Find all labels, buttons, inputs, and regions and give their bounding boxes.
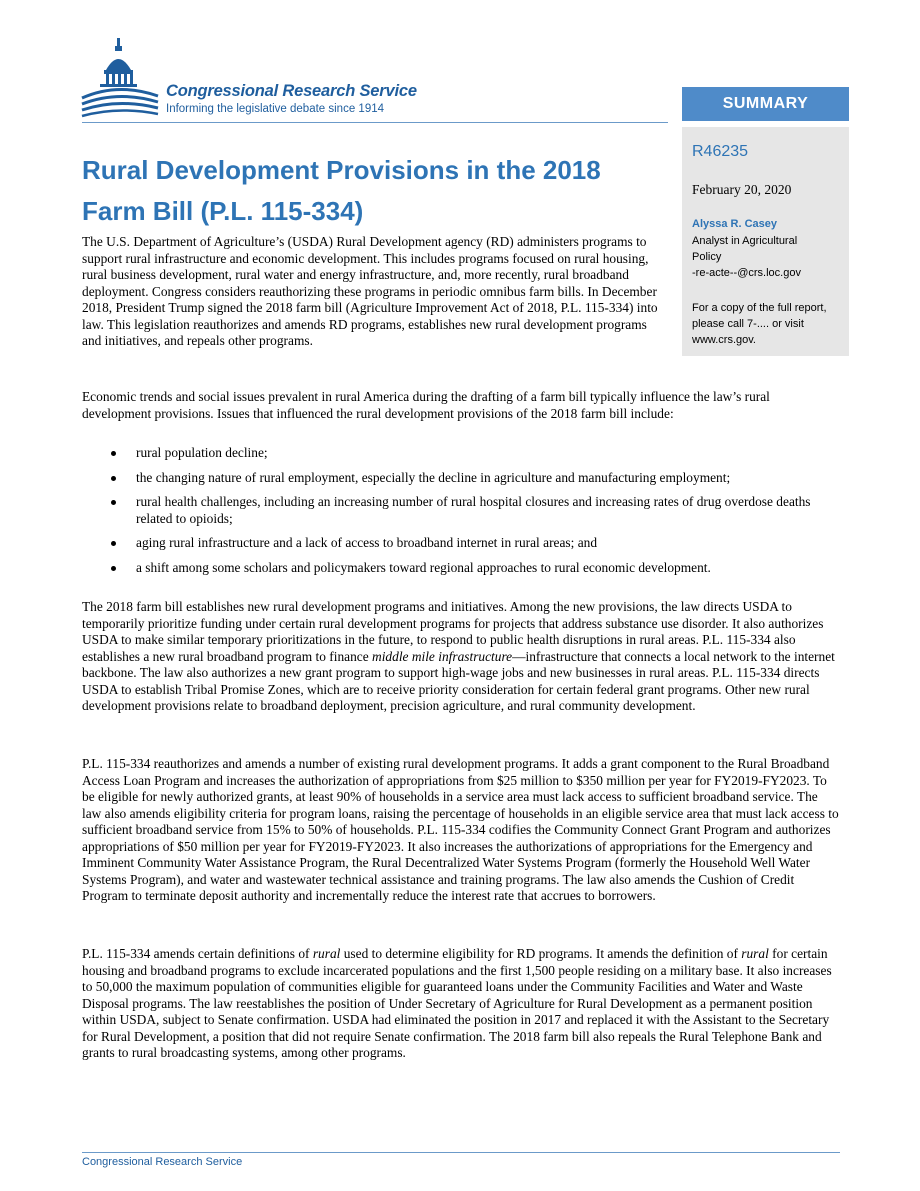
- author-title-line: Analyst in Agricultural: [692, 235, 798, 247]
- trends-paragraph: Economic trends and social issues prevalent in rural America during the drafting of a farm bill typically influence the law’s rural development provisions. Issues that influenced the rural development provisions of the 2018 farm bill include:: [82, 389, 770, 421]
- bullet-icon: [111, 500, 116, 505]
- capitol-dome-icon: [80, 36, 162, 120]
- list-item: rural population decline;: [82, 445, 822, 462]
- footer-text: Congressional Research Service: [82, 1156, 243, 1168]
- bullet-icon: [111, 476, 116, 481]
- bullet-icon: [111, 451, 116, 456]
- bullet-icon: [111, 566, 116, 571]
- org-name: Congressional Research Service: [166, 82, 417, 100]
- author-title-line: Policy: [692, 251, 722, 263]
- document-title: Rural Development Provisions in the 2018 Farm Bill (P.L. 115-334): [82, 155, 601, 226]
- reauthorization-paragraph: P.L. 115-334 reauthorizes and amends a number of existing rural development programs. It adds a grant component to the Rural Broadband Access Loan Program and increases the authorization of appropriations from $25 million to $350 million per year for FY2019-FY2023. To be eligible for newly authorized grants, at least 90% of households in a service area must lack access to sufficient broadband service. The law also amends eligibility criteria for program loans, raising the percentage of households in an eligible service area that must lack access to sufficient broadband service from 15% to 50% of households. P.L. 115-334 codifies the Community Connect Grant Program and authorizes appropriations of $50 million per year for FY2019-FY2023. It also increases the authorizations of appropriations for the Emergency and Imminent Community Water Assistance Program, the Rural Decentralized Water Systems Program (formerly the Household Well Water Systems Program), and water and wastewater technical assistance and training programs. The law also amends the Cushion of Credit Program to terminate deposit authority and incrementally reduce the interest rate that accrues to borrowers.: [82, 756, 839, 903]
- list-item: a shift among some scholars and policymakers toward regional approaches to rural economic development.: [82, 560, 822, 577]
- intro-paragraph: The U.S. Department of Agriculture’s (USDA) Rural Development agency (RD) administers programs to support rural infrastructure and economic development. This includes programs focused on rural housing, rural business development, rural water and energy infrastructure, and, more recently, rural broadband deployment. Congress considers reauthorizing these programs in periodic omnibus farm bills. In December 2018, President Trump signed the 2018 farm bill (Agriculture Improvement Act of 2018, P.L. 115-334) into law. This legislation reauthorizes and amends RD programs, establishes new rural development programs and initiatives, and repeals other programs.: [82, 234, 658, 348]
- org-tagline: Informing the legislative debate since 1914: [166, 103, 385, 115]
- author-email: -re-acte--@crs.loc.gov: [692, 267, 801, 279]
- bullet-icon: [111, 541, 116, 546]
- summary-tab: SUMMARY: [682, 87, 849, 121]
- definitions-paragraph: P.L. 115-334 amends certain definitions of rural used to determine eligibility for RD programs. It amends the definition of rural for certain housing and broadband programs to exclude incarcerated populations and the first 1,500 people residing on a military base. It also increases to 50,000 the maximum population of communities eligible for guaranteed loans under the Community Facilities and Water and Waste Disposal programs. The law reestablishes the position of Under Secretary of Agriculture for Rural Development as a permanent position within USDA, subject to Senate confirmation. USDA had eliminated the position in 2017 and replaced it with the Assistant to the Secretary for Rural Development, a position that did not require Senate confirmation. The 2018 farm bill also repeals the Rural Telephone Bank and grants to rural broadcasting systems, among other programs.: [82, 946, 832, 1060]
- copy-info-line: For a copy of the full report,: [692, 302, 827, 314]
- header-divider: [82, 122, 668, 123]
- author-name: Alyssa R. Casey: [692, 218, 777, 230]
- report-number: R46235: [692, 143, 749, 160]
- list-item: rural health challenges, including an increasing number of rural hospital closures and increasing rates of drug overdose deaths related to opioids;: [82, 494, 822, 527]
- copy-info-link[interactable]: www.crs.gov.: [692, 334, 756, 346]
- list-item: aging rural infrastructure and a lack of access to broadband internet in rural areas; and: [82, 535, 822, 552]
- footer-divider: [82, 1152, 840, 1153]
- new-provisions-paragraph: The 2018 farm bill establishes new rural development programs and initiatives. Among the new provisions, the law directs USDA to temporarily prioritize funding under certain rural development programs for projects that address substance use disorder. It also authorizes USDA to make similar temporary prioritizations in the future, to respond to public health disruptions in rural areas. P.L. 115-334 also establishes a new rural broadband program to finance middle mile infrastructure—infrastructure that connects a local network to the internet backbone. The law also authorizes a new grant program to support high-wage jobs and new businesses in rural areas. P.L. 115-334 directs USDA to establish Tribal Promise Zones, which are to receive priority consideration for certain federal grant programs. Other new rural development provisions relate to broadband deployment, precision agriculture, and rural community development.: [82, 599, 835, 713]
- copy-info-line: please call 7-.... or visit: [692, 318, 804, 330]
- report-date: February 20, 2020: [692, 182, 792, 197]
- issues-list: [82, 445, 822, 584]
- list-item: the changing nature of rural employment, especially the decline in agriculture and manufacturing employment;: [82, 470, 822, 487]
